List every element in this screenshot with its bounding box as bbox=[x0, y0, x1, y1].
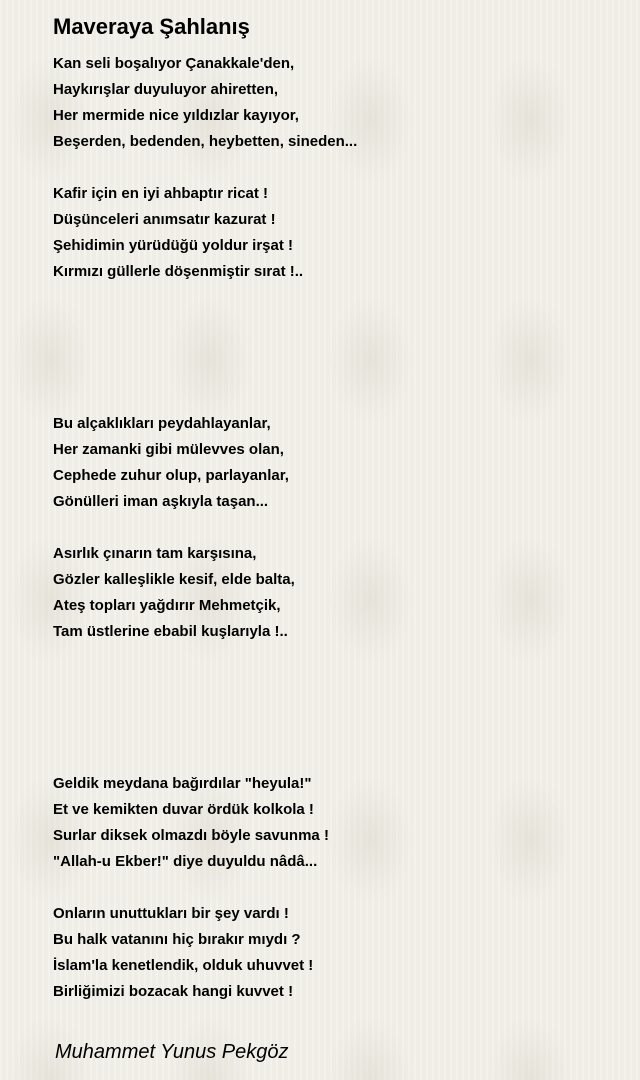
poem-line: Gönülleri iman aşkıyla taşan... bbox=[53, 493, 269, 510]
poem-title: Maveraya Şahlanış bbox=[53, 14, 250, 39]
poem-line: İslam'la kenetlendik, olduk uhuvvet ! bbox=[53, 957, 314, 974]
poem-line: Düşünceleri anımsatır kazurat ! bbox=[53, 211, 276, 228]
poem-line: Her zamanki gibi mülevves olan, bbox=[53, 441, 284, 458]
poem-line: Asırlık çınarın tam karşısına, bbox=[53, 545, 257, 562]
stanza-1 bbox=[53, 51, 357, 155]
poem-line: Tam üstlerine ebabil kuşlarıyla !.. bbox=[53, 623, 288, 640]
poem-line: Bu alçaklıkları peydahlayanlar, bbox=[53, 415, 271, 432]
poem-line: Onların unuttukları bir şey vardı ! bbox=[53, 905, 289, 922]
poem-line: Haykırışlar duyuluyor ahiretten, bbox=[53, 81, 279, 98]
poem-line: Gözler kalleşlikle kesif, elde balta, bbox=[53, 571, 295, 588]
poem-line: Her mermide nice yıldızlar kayıyor, bbox=[53, 107, 299, 124]
poem-line: Bu halk vatanını hiç bırakır mıydı ? bbox=[53, 931, 301, 948]
poem-line: Ateş topları yağdırır Mehmetçik, bbox=[53, 597, 281, 614]
poem-line: Birliğimizi bozacak hangi kuvvet ! bbox=[53, 983, 294, 1000]
poem-line: Geldik meydana bağırdılar "heyula!" bbox=[53, 775, 312, 792]
poem-line: Beşerden, bedenden, heybetten, sineden... bbox=[53, 133, 358, 150]
poem-line: "Allah-u Ekber!" diye duyuldu nâdâ... bbox=[53, 853, 318, 870]
stanza-4 bbox=[53, 541, 295, 645]
poem-line: Kafir için en iyi ahbaptır ricat ! bbox=[53, 185, 269, 202]
poem-line: Kan seli boşalıyor Çanakkale'den, bbox=[53, 55, 295, 72]
poem-line: Kırmızı güllerle döşenmiştir sırat !.. bbox=[53, 263, 304, 280]
stanza-2 bbox=[53, 181, 303, 285]
poem-line: Surlar diksek olmazdı böyle savunma ! bbox=[53, 827, 329, 844]
poem-line: Et ve kemikten duvar ördük kolkola ! bbox=[53, 801, 314, 818]
stanza-5 bbox=[53, 771, 329, 875]
poem-line: Cephede zuhur olup, parlayanlar, bbox=[53, 467, 289, 484]
poem-line: Şehidimin yürüdüğü yoldur irşat ! bbox=[53, 237, 294, 254]
stanza-3 bbox=[53, 411, 289, 515]
stanza-6 bbox=[53, 901, 313, 1005]
poem-author: Muhammet Yunus Pekgöz bbox=[55, 1041, 289, 1063]
